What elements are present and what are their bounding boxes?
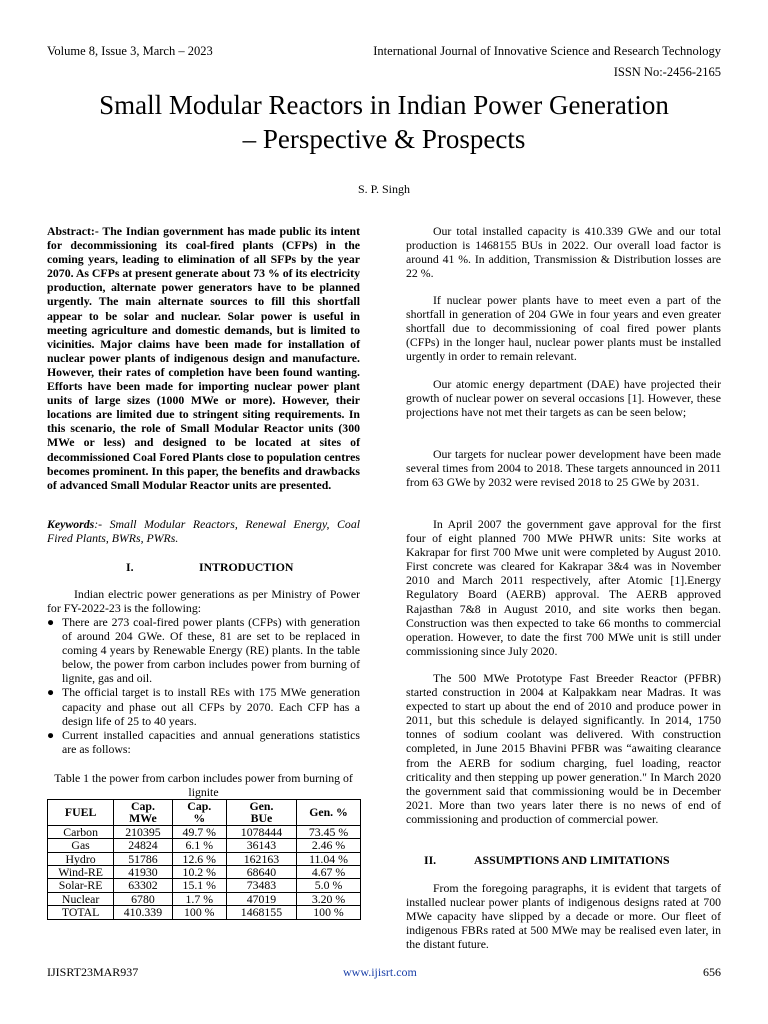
table-cell: Carbon xyxy=(48,825,114,838)
list-item: ● There are 273 coal-fired power plants (CFPs) with generation of around 204 GWe. Of these, 81 are set to be replaced in coming 4 years by Renewable Energy (RE) plants. In the table below, the power from carbon includes power from burning of lignite, gas and oil. xyxy=(47,615,360,686)
paper-title xyxy=(30,88,738,156)
table-header-cell: Cap. % xyxy=(172,800,226,826)
table-cell: 162163 xyxy=(226,852,296,865)
table-cell: TOTAL xyxy=(48,906,114,919)
table-cell: 1.7 % xyxy=(172,892,226,905)
bullet-icon: ● xyxy=(47,727,55,742)
abstract: Abstract:- The Indian government has made public its intent for decommissioning its coal-fired plants (CFPs) in the coming years, leading to elimination of all SFPs by the year 2070. As CFPs at present generate about 73 % of its electricity production, alternate power generators have to be planned urgently. The main alternate sources to fill this shortfall appear to be solar and nuclear. Solar power is useful in meeting agriculture and domestic demands, but is limited to vicinities. Major claims have been made for installation of nuclear power plants of indigenous design and manufacture. However, their rates of completion have been found wanting. Efforts have been made for importing nuclear power plant units of large sizes (1000 MWe or more). However, their locations are limited due to stringent siting requirements. In this scenario, the role of Small Modular Reactor units (300 MWe or less) and designed to be located at sites of decommissioned Coal Fored Plants close to population centres becomes prominent. In this paper, the benefits and drawbacks of advanced Small Modular Reactor units are presented. xyxy=(47,224,360,492)
paper-title-line-1: Small Modular Reactors in Indian Power Generation xyxy=(99,90,669,120)
table-cell: 36143 xyxy=(226,839,296,852)
keywords xyxy=(47,517,360,545)
table-cell: 73483 xyxy=(226,879,296,892)
section-number: II. xyxy=(424,853,437,867)
table-cell: 10.2 % xyxy=(172,866,226,879)
journal-name: International Journal of Innovative Science and Research Technology xyxy=(373,44,721,58)
table-cell: 4.67 % xyxy=(297,866,361,879)
table-cell: 3.20 % xyxy=(297,892,361,905)
table-header-cell: Gen. % xyxy=(297,800,361,826)
table-header-cell: FUEL xyxy=(48,800,114,826)
keywords-text: :- Small Modular Reactors, Renewal Energy, Coal Fired Plants, BWRs, PWRs. xyxy=(47,517,360,546)
journal-website-link[interactable]: www.ijisrt.com xyxy=(343,965,417,979)
table-cell: 6780 xyxy=(114,892,172,905)
intro-paragraph: Indian electric power generations as per Ministry of Power for FY-2022-23 is the following: xyxy=(47,587,360,616)
table-row xyxy=(48,839,361,852)
table-cell: 15.1 % xyxy=(172,879,226,892)
table-cell: 1078444 xyxy=(226,825,296,838)
table-cell: 210395 xyxy=(114,825,172,838)
list-item: ● Current installed capacities and annual generations statistics are as follows: xyxy=(47,727,360,756)
keywords-label: Keywords xyxy=(47,517,95,531)
table-cell: 49.7 % xyxy=(172,825,226,838)
table-cell: 47019 xyxy=(226,892,296,905)
paragraph-phwr-units: In April 2007 the government gave approval for the first four of eight planned 700 MWe PHWR units: Site works at Kakrapar for first 700 Mwe unit were completed by August 2010. First concrete was cleared for Kakrapar 3&4 was in November 2010 and March 2011 respectively, after Atomic [1].Energy Regulatory Board (AERB) approval. The AERB approved Rajasthan 7&8 in August 2010, and site works then began. Construction was then expected to take 66 months to commercial operation. However, to date the first 700 MWe unit is still under commissioning since July 2020. xyxy=(406,517,721,658)
page-number: 656 xyxy=(703,965,721,979)
bullet-icon: ● xyxy=(47,615,55,629)
table-cell: 11.04 % xyxy=(297,852,361,865)
paper-title-line-2: – Perspective & Prospects xyxy=(242,124,526,154)
table-cell: 41930 xyxy=(114,866,172,879)
table-row xyxy=(48,906,361,919)
paragraph-shortfall: If nuclear power plants have to meet even a part of the shortfall in generation of 204 GWe in four years and even greater shortfall due to decommissioning of coal fired power plants (CFPs) in the longer haul, nuclear power plants must be installed urgently in order to remain relevant. xyxy=(406,293,721,364)
table-header-row xyxy=(48,800,361,826)
table-cell: 410.339 xyxy=(114,906,172,919)
table-row xyxy=(48,892,361,905)
table-cell: 5.0 % xyxy=(297,879,361,892)
table-header-cell: Gen. BUe xyxy=(226,800,296,826)
article-id: IJISRT23MAR937 xyxy=(47,965,139,979)
author: S. P. Singh xyxy=(357,182,411,196)
table-caption: Table 1 the power from carbon includes power from burning of lignite xyxy=(54,771,353,800)
table-cell: 2.46 % xyxy=(297,839,361,852)
table-cell: 100 % xyxy=(172,906,226,919)
section-title: INTRODUCTION xyxy=(199,560,294,574)
table-cell: 68640 xyxy=(226,866,296,879)
paragraph-capacity: Our total installed capacity is 410.339 GWe and our total production is 1468155 BUs in 2022. Our overall load factor is around 41 %. In addition, Transmission & Distribution losses are 22 %. xyxy=(406,224,721,281)
bullet-icon: ● xyxy=(47,685,55,700)
paragraph-dae-projections: Our atomic energy department (DAE) have projected their growth of nuclear power on several occasions [1]. However, these projections have not met their targets as can be seen below; xyxy=(406,377,721,420)
volume-info: Volume 8, Issue 3, March – 2023 xyxy=(47,44,213,58)
table-cell: 100 % xyxy=(297,906,361,919)
table-cell: Wind-RE xyxy=(48,866,114,879)
table-cell: 73.45 % xyxy=(297,825,361,838)
table-row xyxy=(48,852,361,865)
table-cell: Gas xyxy=(48,839,114,852)
table-row xyxy=(48,825,361,838)
table-cell: 1468155 xyxy=(226,906,296,919)
list-item: ● The official target is to install REs with 175 MWe generation capacity and phase out all CFPs by 2070. Each CFP has a design life of 25 to 40 years. xyxy=(47,685,360,728)
section-title: ASSUMPTIONS AND LIMITATIONS xyxy=(474,853,670,867)
table-cell: 63302 xyxy=(114,879,172,892)
section-number: I. xyxy=(126,560,134,574)
table-row xyxy=(48,879,361,892)
paragraph-pfbr: The 500 MWe Prototype Fast Breeder Reactor (PFBR) started construction in 2004 at Kalpakkam near Madras. It was expected to start up about the end of 2010 and produce power in 2011, but this schedule is delayed significantly. In 2014, 1750 tonnes of sodium coolant was delivered. With construction completed, in June 2015 Bhavini PFBR was “awaiting clearance from the AERB for sodium charging, fuel loading, reactor criticality and then stepping up power generation." In March 2020 the government said that commissioning would be in December 2021. More than two years later there is no news of end of commissioning and production of commercial power. xyxy=(406,671,721,826)
table-cell: 6.1 % xyxy=(172,839,226,852)
table-row xyxy=(48,866,361,879)
table-cell: Nuclear xyxy=(48,892,114,905)
intro-bullet-list xyxy=(47,615,360,756)
table-cell: 51786 xyxy=(114,852,172,865)
issn: ISSN No:-2456-2165 xyxy=(613,65,721,79)
table-cell: Solar-RE xyxy=(48,879,114,892)
paragraph-targets: Our targets for nuclear power development have been made several times from 2004 to 2018. These targets announced in 2011 from 63 GWe by 2032 were revised 2018 to 25 GWe by 2031. xyxy=(406,447,721,490)
table-header-cell: Cap. MWe xyxy=(114,800,172,826)
table-cell: 12.6 % xyxy=(172,852,226,865)
generation-table xyxy=(47,799,361,920)
paragraph-foregoing: From the foregoing paragraphs, it is evident that targets of installed nuclear power plants of indigenous designs rated at 700 MWe capacity have slipped by a decade or more. Our fleet of indigenous FBRs rated at 500 MWe may be realised even later, in the distant future. xyxy=(406,881,721,952)
table-cell: 24824 xyxy=(114,839,172,852)
table-cell: Hydro xyxy=(48,852,114,865)
